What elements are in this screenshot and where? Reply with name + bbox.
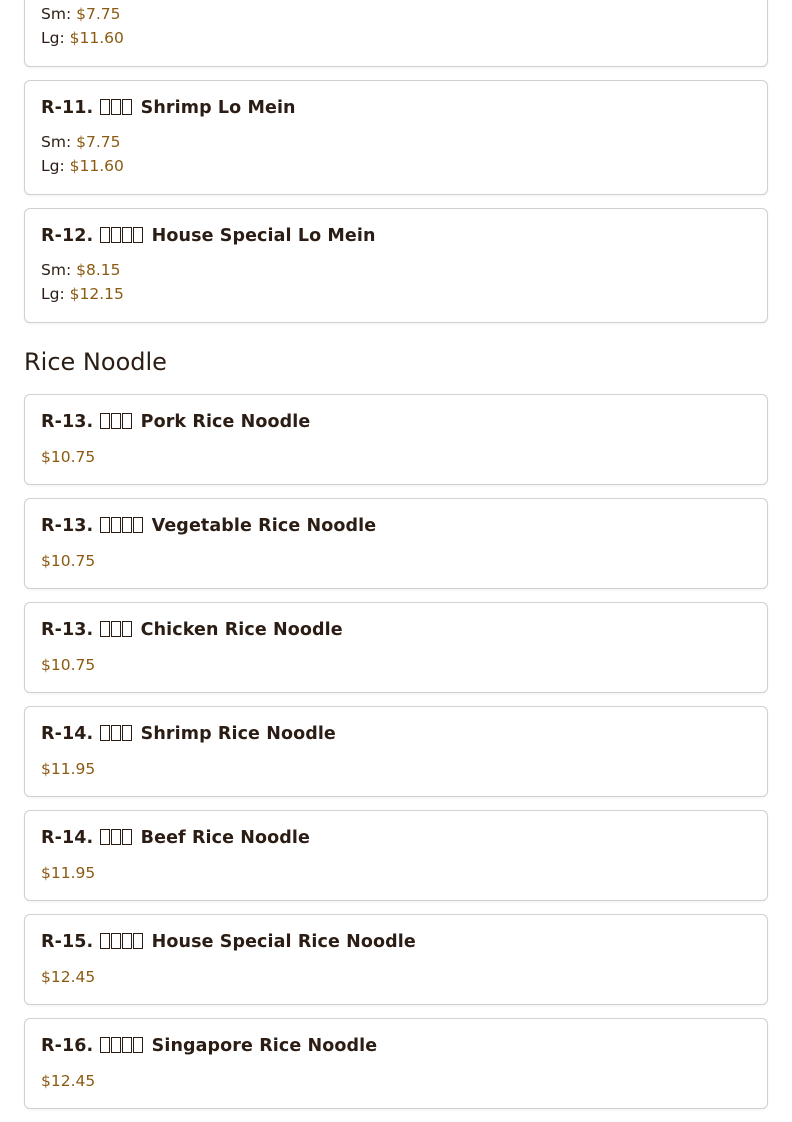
item-code: R-15. bbox=[41, 932, 94, 952]
price: $12.45 bbox=[41, 1072, 96, 1090]
menu-item-title bbox=[41, 411, 751, 433]
chinese-name-glyphs bbox=[100, 931, 144, 953]
menu-item-card[interactable] bbox=[24, 0, 768, 67]
price: $12.45 bbox=[41, 968, 96, 986]
item-code: R-13. bbox=[41, 620, 94, 640]
item-code: R-16. bbox=[41, 1036, 94, 1056]
price: $10.75 bbox=[41, 552, 96, 570]
chinese-name-glyphs bbox=[100, 515, 144, 537]
menu-item-title bbox=[41, 931, 751, 953]
item-code: R-14. bbox=[41, 828, 94, 848]
large-price-line bbox=[41, 282, 751, 306]
price: $12.15 bbox=[69, 285, 124, 303]
item-name: Pork Rice Noodle bbox=[140, 412, 311, 432]
item-name: House Special Lo Mein bbox=[151, 226, 376, 246]
item-code: R-12. bbox=[41, 226, 94, 246]
price: $7.75 bbox=[76, 5, 121, 23]
item-code: R-11. bbox=[41, 98, 94, 118]
size-label: Sm: bbox=[41, 261, 72, 279]
price: $11.60 bbox=[69, 29, 124, 47]
price: $11.95 bbox=[41, 760, 96, 778]
small-price-line bbox=[41, 2, 751, 26]
small-price-line bbox=[41, 130, 751, 154]
menu-item-title bbox=[41, 827, 751, 849]
price: $10.75 bbox=[41, 656, 96, 674]
item-code: R-13. bbox=[41, 516, 94, 536]
menu-item-title bbox=[41, 515, 751, 537]
large-price-line bbox=[41, 154, 751, 178]
menu-item-card[interactable] bbox=[24, 810, 768, 901]
menu-item-card[interactable] bbox=[24, 394, 768, 485]
menu-item-title bbox=[41, 1035, 751, 1057]
price-list bbox=[41, 2, 751, 50]
item-code: R-14. bbox=[41, 724, 94, 744]
item-code: R-13. bbox=[41, 412, 94, 432]
item-name: Vegetable Rice Noodle bbox=[151, 516, 377, 536]
item-name: Shrimp Rice Noodle bbox=[140, 724, 336, 744]
price-list bbox=[41, 258, 751, 306]
chinese-name-glyphs bbox=[100, 827, 133, 849]
menu-item-card[interactable] bbox=[24, 498, 768, 589]
price: $10.75 bbox=[41, 448, 96, 466]
large-price-line bbox=[41, 26, 751, 50]
menu-item-card[interactable] bbox=[24, 706, 768, 797]
size-label: Lg: bbox=[41, 29, 65, 47]
size-label: Lg: bbox=[41, 285, 65, 303]
item-name: Shrimp Lo Mein bbox=[140, 98, 296, 118]
size-label: Sm: bbox=[41, 133, 72, 151]
size-label: Lg: bbox=[41, 157, 65, 175]
price: $8.15 bbox=[76, 261, 121, 279]
menu-item-title bbox=[41, 619, 751, 641]
menu-content bbox=[24, 0, 768, 1122]
item-name: Chicken Rice Noodle bbox=[140, 620, 343, 640]
menu-item-title bbox=[41, 97, 751, 119]
chinese-name-glyphs bbox=[100, 97, 133, 119]
item-name: Beef Rice Noodle bbox=[140, 828, 310, 848]
menu-item-card[interactable] bbox=[24, 80, 768, 195]
chinese-name-glyphs bbox=[100, 619, 133, 641]
chinese-name-glyphs bbox=[100, 723, 133, 745]
price: $11.60 bbox=[69, 157, 124, 175]
price: $7.75 bbox=[76, 133, 121, 151]
chinese-name-glyphs bbox=[100, 1035, 144, 1057]
chinese-name-glyphs bbox=[100, 411, 133, 433]
price: $11.95 bbox=[41, 864, 96, 882]
small-price-line bbox=[41, 258, 751, 282]
menu-item-card[interactable] bbox=[24, 914, 768, 1005]
size-label: Sm: bbox=[41, 5, 72, 23]
price-list bbox=[41, 130, 751, 178]
item-name: House Special Rice Noodle bbox=[151, 932, 416, 952]
chinese-name-glyphs bbox=[100, 225, 144, 247]
menu-item-card[interactable] bbox=[24, 602, 768, 693]
menu-item-title bbox=[41, 225, 751, 247]
section-title-rice-noodle: Rice Noodle bbox=[24, 348, 167, 376]
menu-item-title bbox=[41, 723, 751, 745]
item-name: Singapore Rice Noodle bbox=[151, 1036, 378, 1056]
menu-item-card[interactable] bbox=[24, 208, 768, 323]
menu-item-card[interactable] bbox=[24, 1018, 768, 1109]
